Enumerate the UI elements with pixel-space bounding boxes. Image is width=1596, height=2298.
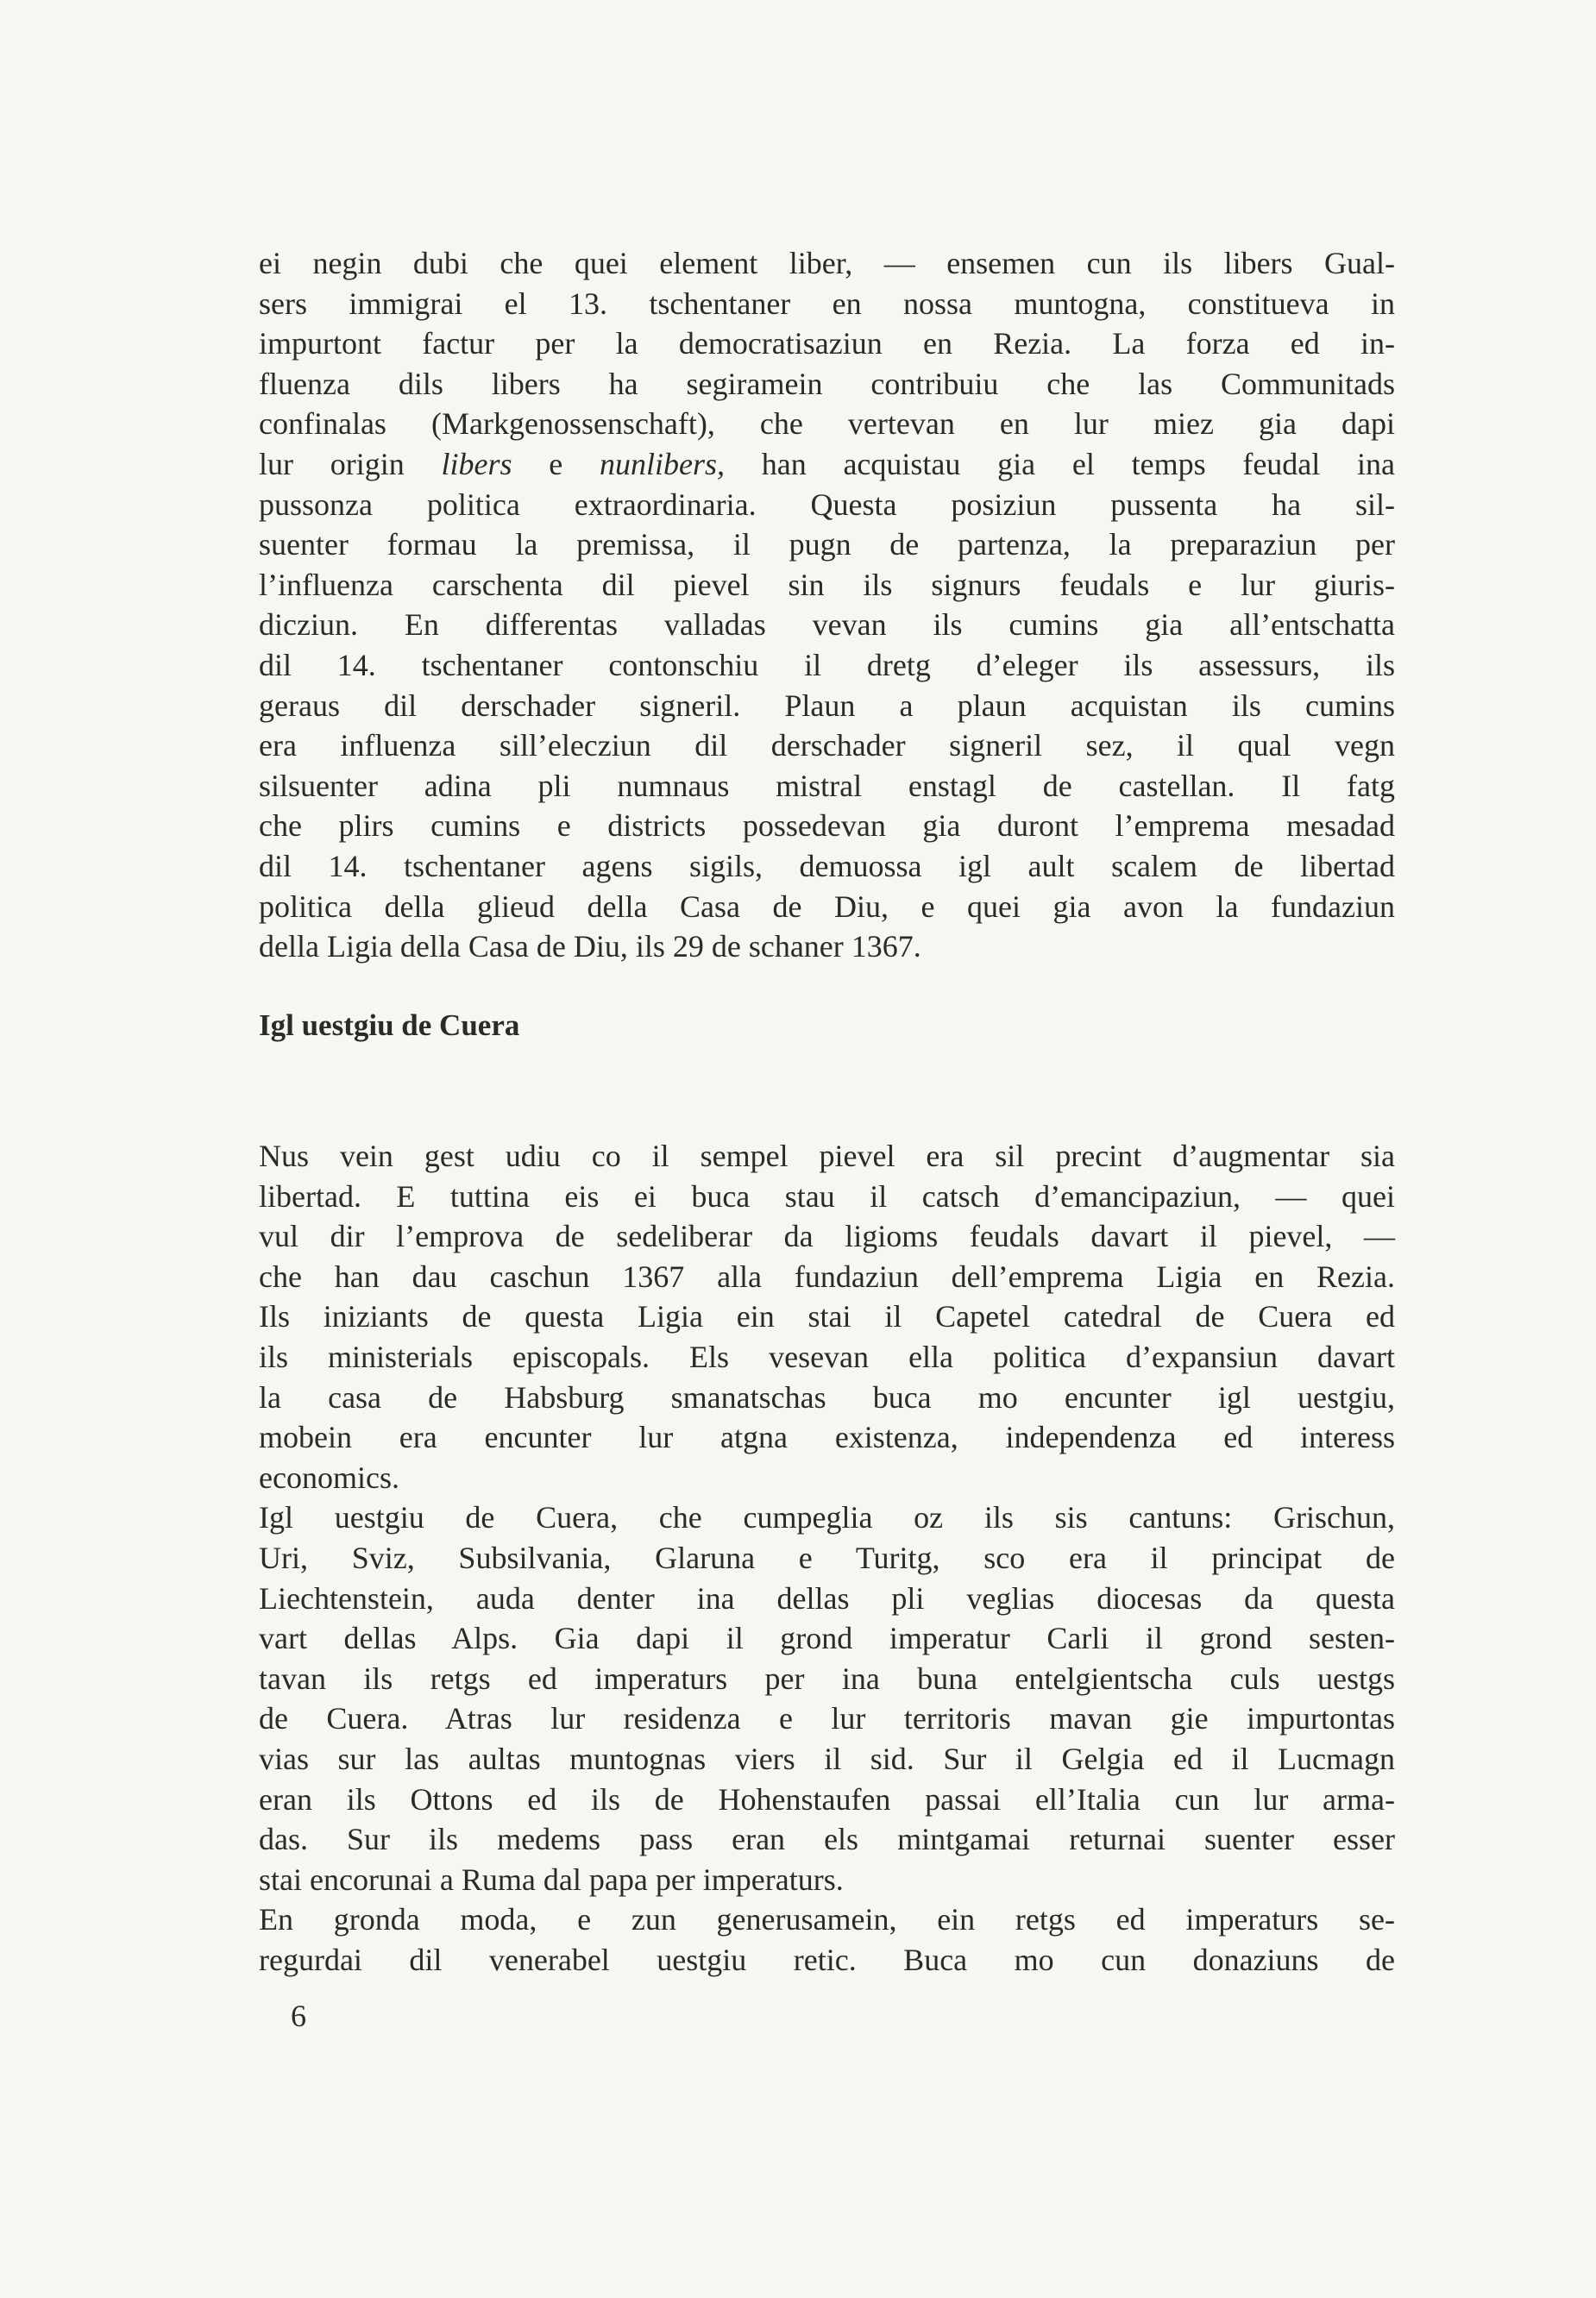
text-fragment: lur origin (259, 446, 442, 481)
text-line: fluenza dils libers ha segiramein contribuiu che las Communitads (259, 366, 1395, 401)
text-line: vias sur las aultas muntognas viers il sid. Sur il Gelgia ed il Lucmagn (259, 1741, 1395, 1776)
text-line: vart dellas Alps. Gia dapi il grond imperatur Carli il grond sesten- (259, 1621, 1395, 1656)
page-number: 6 (291, 1999, 306, 2033)
text-line: regurdai dil venerabel uestgiu retic. Buca mo cun donaziuns de (259, 1942, 1395, 1977)
text-line: sers immigrai el 13. tschentaner en nossa muntogna, constitueva in (259, 286, 1395, 321)
text-line: Uri, Sviz, Subsilvania, Glaruna e Turitg, sco era il principat de (259, 1540, 1395, 1575)
text-line: silsuenter adina pli numnaus mistral enstagl de castellan. Il fatg (259, 768, 1395, 803)
text-line: En gronda moda, e zun generusamein, ein retgs ed imperaturs se- (259, 1902, 1395, 1937)
text-line: mobein era encunter lur atgna existenza, independenza ed interess (259, 1420, 1395, 1455)
text-fragment: e (512, 446, 600, 481)
text-line: pussonza politica extraordinaria. Questa posiziun pussenta ha sil- (259, 487, 1395, 522)
text-line: politica della glieud della Casa de Diu, e quei gia avon la fundaziun (259, 888, 1395, 924)
text-line: dicziun. En differentas valladas vevan ils cumins gia all’entschatta (259, 607, 1395, 643)
text-line: Ils iniziants de questa Ligia ein stai il Capetel catedral de Cuera ed (259, 1299, 1395, 1334)
text-line: stai encorunai a Ruma dal papa per imperaturs. (259, 1862, 844, 1897)
text-line: Nus vein gest udiu co il sempel pievel era sil precint d’augmentar sia (259, 1139, 1395, 1173)
text-line: che plirs cumins e districts possedevan gia duront l’emprema mesadad (259, 808, 1395, 844)
text-line: Liechtenstein, auda denter ina dellas pli veglias diocesas da questa (259, 1580, 1395, 1616)
text-fragment: han acquistau gia el temps feudal ina (724, 446, 1396, 481)
section-heading: Igl uestgiu de Cuera (259, 1008, 520, 1042)
text-line: Igl uestgiu de Cuera, che cumpeglia oz ils sis cantuns: Grischun, (259, 1500, 1395, 1535)
text-line: confinalas (Markgenossenschaft), che vertevan en lur miez gia dapi (259, 406, 1395, 442)
text-line: economics. (259, 1460, 399, 1495)
text-line: libertad. E tuttina eis ei buca stau il catsch d’emancipaziun, — quei (259, 1178, 1395, 1214)
text-line: geraus dil derschader signeril. Plaun a plaun acquistan ils cumins (259, 688, 1395, 723)
text-line: dil 14. tschentaner agens sigils, demuossa igl ault scalem de libertad (259, 848, 1395, 883)
text-line: impurtont factur per la democratisaziun en Rezia. La forza ed in- (259, 326, 1395, 361)
text-line: suenter formau la premissa, il pugn de partenza, la preparaziun per (259, 527, 1395, 562)
text-line: la casa de Habsburg smanatschas buca mo encunter igl uestgiu, (259, 1379, 1395, 1415)
text-line: ils ministerials episcopals. Els vesevan ella politica d’expansiun davart (259, 1339, 1395, 1374)
text-line: das. Sur ils medems pass eran els mintgamai returnai suenter esser (259, 1822, 1395, 1857)
paragraph-diocese-of-chur (259, 1136, 1395, 1980)
text-line: dil 14. tschentaner contonschiu il dretg d’eleger ils assessurs, ils (259, 647, 1395, 682)
text-line: de Cuera. Atras lur residenza e lur territoris mavan gie impurtontas (259, 1701, 1395, 1736)
text-line: tavan ils retgs ed imperaturs per ina buna entelgientscha culs uestgs (259, 1661, 1395, 1696)
text-line: eran ils Ottons ed ils de Hohenstaufen passai ell’Italia cun lur arma- (259, 1781, 1395, 1817)
text-line: ei negin dubi che quei element liber, — ensemen cun ils libers Gual- (259, 246, 1395, 280)
paragraph-feudal-liberty (259, 243, 1395, 967)
text-line: che han dau caschun 1367 alla fundaziun dell’emprema Ligia en Rezia. (259, 1259, 1395, 1294)
text-line: vul dir l’emprova de sedeliberar da ligioms feudals davart il pievel, — (259, 1219, 1395, 1254)
text-line-with-italics (259, 444, 1395, 485)
italic-term-libers: libers (441, 446, 512, 481)
text-line: l’influenza carschenta dil pievel sin ils signurs feudals e lur giuris- (259, 567, 1395, 602)
italic-term-nunlibers: nunlibers, (599, 446, 725, 481)
text-line: della Ligia della Casa de Diu, ils 29 de schaner 1367. (259, 929, 921, 964)
text-line: era influenza sill’elecziun dil derschader signeril sez, il qual vegn (259, 728, 1395, 763)
